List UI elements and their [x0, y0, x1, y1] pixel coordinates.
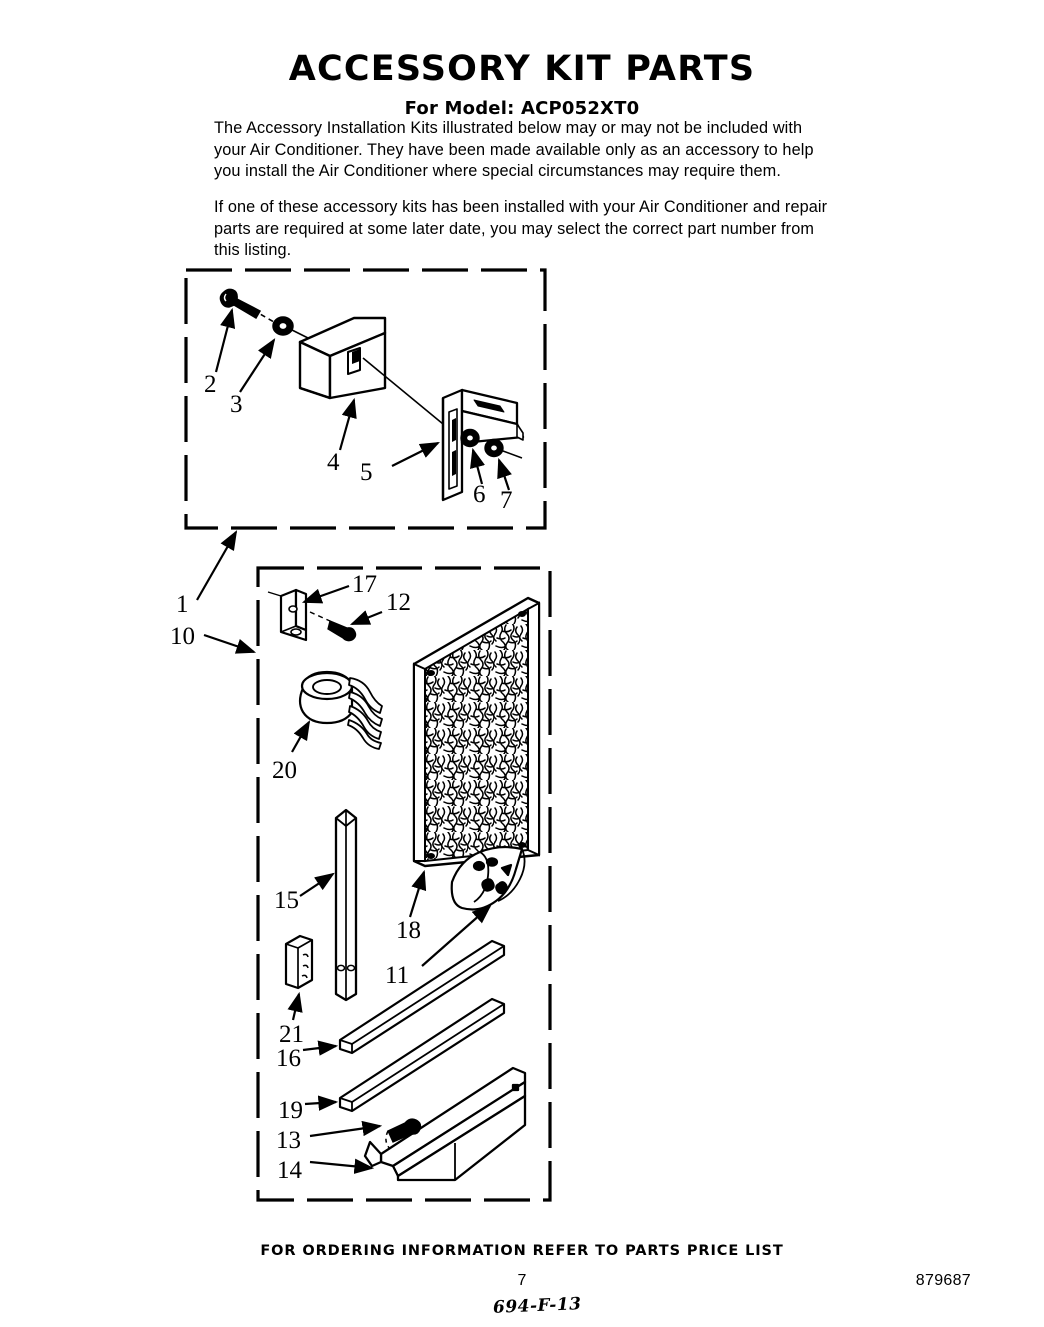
callout-leader-15 [300, 874, 333, 896]
callout-label-5: 5 [360, 459, 373, 486]
page-title: ACCESSORY KIT PARTS [288, 49, 756, 89]
callout-leader-16 [303, 1046, 336, 1050]
page-number: 7 [517, 1272, 527, 1289]
intro-paragraph-1: The Accessory Installation Kits illustrated below may or may not be included with your Air Conditioner. They have been made available only as an accessory to help you install the Air Conditioner where special circumstances may require them. [214, 119, 814, 180]
ordering-info-note: FOR ORDERING INFORMATION REFER TO PARTS PRICE LIST [260, 1243, 784, 1259]
callout-label-16: 16 [276, 1045, 301, 1072]
callout-label-12: 12 [386, 589, 411, 616]
callout-leader-7 [499, 460, 509, 490]
callout-label-14: 14 [277, 1157, 302, 1184]
part-21-foam-block [286, 936, 312, 988]
callout-leader-20 [292, 722, 309, 752]
part-15-vertical-channel [336, 810, 356, 1000]
callout-label-20: 20 [272, 757, 297, 784]
callout-label-11: 11 [385, 962, 410, 989]
callout-leader-5 [392, 443, 438, 466]
callout-leader-18 [410, 872, 424, 917]
part-4-channel-bracket [300, 318, 385, 398]
callout-leader-21 [293, 994, 299, 1020]
part-2-screw [220, 289, 260, 318]
callout-label-7: 7 [500, 487, 513, 514]
callout-leader-14 [310, 1162, 372, 1168]
revision-code: 694-F-13 [492, 1294, 582, 1318]
part-7-washer [485, 440, 522, 459]
callout-leader-2 [216, 310, 232, 372]
callout-leader-19 [305, 1102, 336, 1104]
callout-label-21: 21 [279, 1021, 304, 1048]
callout-leader-10 [204, 635, 254, 652]
callout-label-4: 4 [327, 449, 340, 476]
part-18-filter-panel [414, 598, 539, 866]
callout-leader-17 [304, 586, 349, 602]
model-subtitle: For Model: ACP052XT0 [404, 98, 640, 119]
part-16-seal-strip [340, 941, 504, 1053]
callout-label-6: 6 [473, 481, 486, 508]
callout-label-18: 18 [396, 917, 421, 944]
intro-paragraph-2: If one of these accessory kits has been installed with your Air Conditioner and repair parts are required at some later date, you may select the correct part number from this listing. [214, 198, 828, 259]
part-12-screw [310, 612, 356, 641]
callout-leader-12 [352, 612, 382, 624]
callout-leader-13 [310, 1126, 380, 1136]
callout-label-13: 13 [276, 1127, 301, 1154]
callout-leader-1 [197, 532, 236, 600]
callout-leader-4 [340, 400, 354, 450]
document-part-number: 879687 [915, 1272, 971, 1289]
callout-label-1: 1 [176, 591, 189, 618]
part-20-tape-roll [300, 672, 382, 749]
callout-label-15: 15 [274, 887, 299, 914]
callout-label-17: 17 [352, 571, 377, 598]
callout-label-19: 19 [278, 1097, 303, 1124]
callout-leader-3 [240, 340, 274, 392]
callout-label-2: 2 [204, 371, 217, 398]
callout-leader-6 [473, 450, 482, 484]
callout-label-10: 10 [170, 623, 195, 650]
part-6-nut [461, 430, 479, 447]
callout-label-3: 3 [230, 391, 243, 418]
part-17-angle-bracket [268, 590, 306, 640]
